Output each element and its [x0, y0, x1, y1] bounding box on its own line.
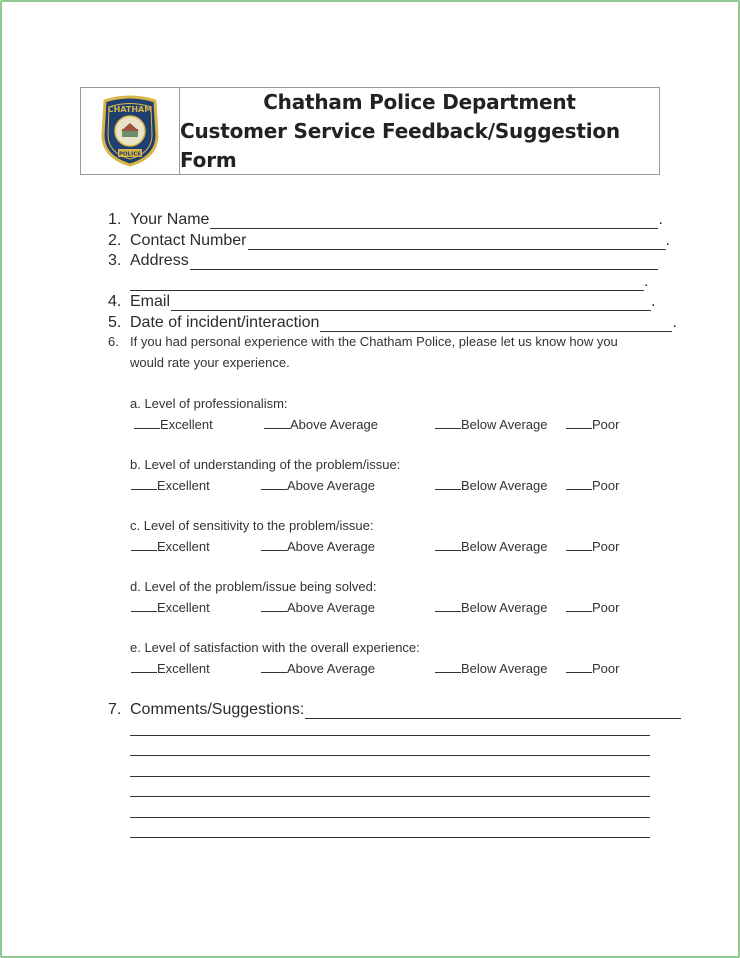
- question-6-text-line2: would rate your experience.: [130, 355, 290, 370]
- field-label: Email: [130, 293, 171, 310]
- option-above-average[interactable]: Above Average: [261, 660, 375, 676]
- question-number: 7.: [108, 701, 122, 718]
- form-header: [80, 87, 660, 175]
- rating-label-e: e. Level of satisfaction with the overall experience:: [130, 640, 420, 655]
- rating-label-c: c. Level of sensitivity to the problem/issue:: [130, 518, 374, 533]
- question-6-text-line1: If you had personal experience with the Chatham Police, please let us know how you: [130, 334, 618, 349]
- address-input[interactable]: [190, 255, 658, 270]
- field-number: 2.: [108, 232, 122, 249]
- field-label: Your Name: [130, 211, 210, 228]
- option-below-average[interactable]: Below Average: [435, 538, 548, 554]
- option-above-average[interactable]: Above Average: [261, 477, 375, 493]
- logo-text-top: CHATHAM: [107, 105, 153, 114]
- comments-line[interactable]: [130, 796, 650, 797]
- option-excellent[interactable]: Excellent: [131, 599, 210, 615]
- option-poor[interactable]: Poor: [566, 660, 619, 676]
- your-name-input[interactable]: [210, 214, 658, 229]
- field-number: 1.: [108, 211, 122, 228]
- title-cell: [180, 88, 659, 174]
- option-excellent[interactable]: Excellent: [131, 660, 210, 676]
- address-line-2: .: [130, 271, 648, 291]
- comments-line[interactable]: [130, 735, 650, 736]
- option-below-average[interactable]: Below Average: [435, 416, 548, 432]
- comments-line[interactable]: [130, 755, 650, 756]
- comments-line[interactable]: [130, 776, 650, 777]
- email-input[interactable]: [171, 296, 651, 311]
- option-above-average[interactable]: Above Average: [261, 538, 375, 554]
- option-excellent[interactable]: Excellent: [131, 477, 210, 493]
- date-of-incident-input[interactable]: [320, 317, 672, 332]
- option-poor[interactable]: Poor: [566, 477, 619, 493]
- option-poor[interactable]: Poor: [566, 538, 619, 554]
- form-title: Customer Service Feedback/Suggestion Form: [180, 118, 620, 172]
- field-contact-number: 2. Contact Number .: [108, 232, 670, 249]
- field-email: 4. Email .: [108, 293, 656, 310]
- comments-line[interactable]: [130, 837, 650, 838]
- option-excellent[interactable]: Excellent: [131, 538, 210, 554]
- contact-number-input[interactable]: [248, 235, 666, 250]
- rating-label-a: a. Level of professionalism:: [130, 396, 288, 411]
- department-title: Chatham Police Department: [263, 89, 576, 114]
- comments-input[interactable]: [305, 704, 681, 719]
- option-below-average[interactable]: Below Average: [435, 477, 548, 493]
- field-your-name: 1. Your Name .: [108, 211, 663, 228]
- field-date-of-incident: 5. Date of incident/interaction .: [108, 314, 677, 331]
- comments-line[interactable]: [130, 817, 650, 818]
- option-poor[interactable]: Poor: [566, 416, 619, 432]
- field-label: Date of incident/interaction: [130, 314, 320, 331]
- field-address: [108, 250, 658, 270]
- question-7: [108, 699, 681, 719]
- field-number: 3.: [108, 252, 122, 269]
- comments-label: Comments/Suggestions:: [130, 701, 305, 718]
- field-number: 5.: [108, 314, 122, 331]
- option-poor[interactable]: Poor: [566, 599, 619, 615]
- question-number: 6.: [108, 334, 119, 349]
- logo-cell: [81, 88, 180, 174]
- logo-text-bottom: POLICE: [118, 151, 142, 158]
- option-below-average[interactable]: Below Average: [435, 660, 548, 676]
- field-label: Contact Number: [130, 232, 247, 249]
- option-above-average[interactable]: Above Average: [261, 599, 375, 615]
- rating-label-b: b. Level of understanding of the problem/issue:: [130, 457, 401, 472]
- address-input-line2[interactable]: [130, 276, 644, 291]
- option-below-average[interactable]: Below Average: [435, 599, 548, 615]
- option-excellent[interactable]: Excellent: [134, 416, 213, 432]
- police-badge-logo: [99, 95, 161, 167]
- field-number: 4.: [108, 293, 122, 310]
- question-6: [108, 334, 618, 349]
- field-label: Address: [130, 252, 189, 269]
- option-above-average[interactable]: Above Average: [264, 416, 378, 432]
- rating-label-d: d. Level of the problem/issue being solved:: [130, 579, 377, 594]
